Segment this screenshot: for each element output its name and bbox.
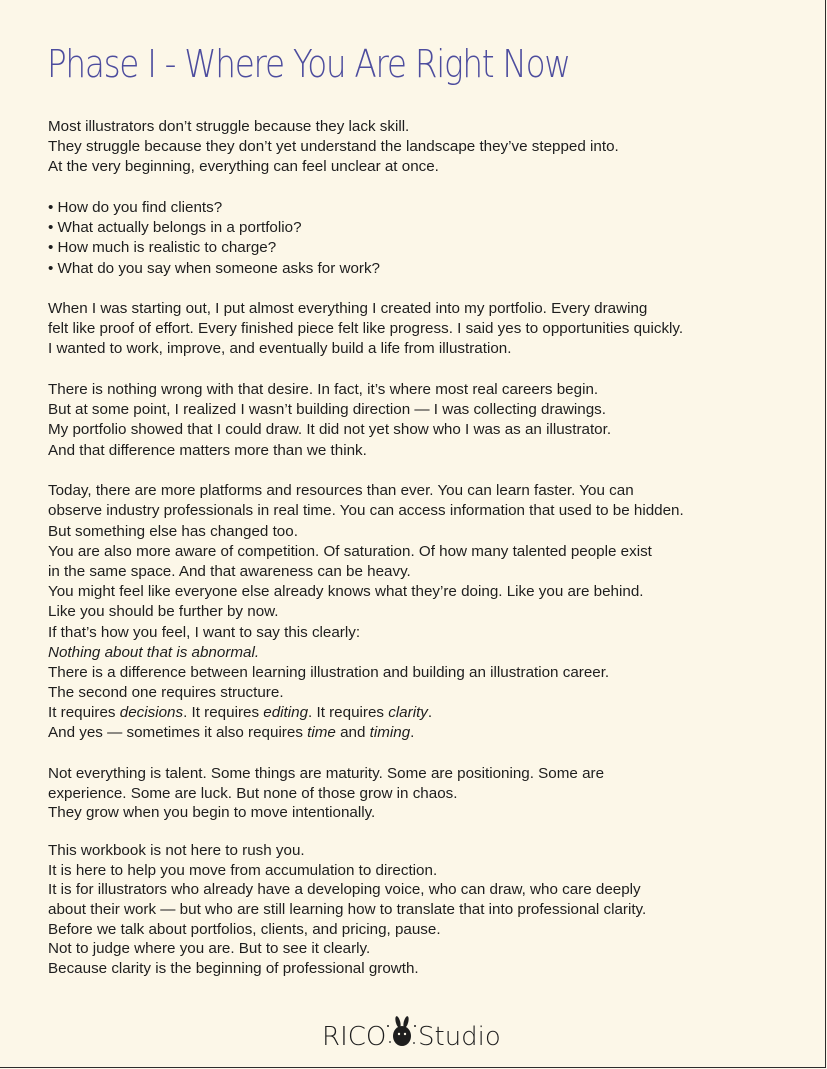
text-line: Like you should be further by now. <box>48 603 279 621</box>
text-line: Before we talk about portfolios, clients, and pricing, pause. <box>48 920 441 938</box>
text-line: Not everything is talent. Some things are maturity. Some are positioning. Some are <box>48 765 605 783</box>
text-line: about their work — but who are still learning how to translate that into professional clarity. <box>48 901 647 919</box>
italic-text: editing <box>263 704 309 722</box>
text-line: You are also more aware of competition. Of saturation. Of how many talented people exist <box>48 542 652 560</box>
text-segment: . <box>410 724 415 742</box>
text-line: in the same space. And that awareness can be heavy. <box>48 562 411 580</box>
bullet-item: • How much is realistic to charge? <box>48 239 277 257</box>
text-line: There is nothing wrong with that desire. In fact, it’s where most real careers begin. <box>48 381 599 399</box>
italic-text: clarity <box>388 704 428 722</box>
logo-text-left: RICO <box>322 1022 387 1052</box>
requires-line <box>48 703 788 723</box>
text-segment: It requires <box>48 704 120 722</box>
text-line: It is for illustrators who already have a developing voice, who can draw, who care deeply <box>48 881 641 899</box>
text-line: But at some point, I realized I wasn’t building direction — I was collecting drawings. <box>48 401 606 419</box>
text-line: Because clarity is the beginning of professional growth. <box>48 959 419 977</box>
text-segment: . It requires <box>308 704 389 722</box>
text-line: You might feel like everyone else already knows what they’re doing. Like you are behind. <box>48 583 644 601</box>
text-line: But something else has changed too. <box>48 522 298 540</box>
text-line: Not to judge where you are. But to see it clearly. <box>48 940 371 958</box>
text-line: Most illustrators don’t struggle because they lack skill. <box>48 118 410 135</box>
italic-text: decisions <box>119 704 184 722</box>
text-line: It is here to help you move from accumulation to direction. <box>48 861 438 879</box>
text-line: There is a difference between learning illustration and building an illustration career. <box>48 663 610 681</box>
text-line: This workbook is not here to rush you. <box>48 842 305 860</box>
bunny-icon <box>387 1016 416 1046</box>
text-line: felt like proof of effort. Every finished piece felt like progress. I said yes to opportunities quickly. <box>48 320 684 338</box>
text-line: They struggle because they don’t yet understand the landscape they’ve stepped into. <box>48 138 619 156</box>
text-line: The second one requires structure. <box>48 684 284 702</box>
text-line: Today, there are more platforms and resources than ever. You can learn faster. You can <box>48 482 634 500</box>
text-line: If that’s how you feel, I want to say this clearly: <box>48 623 361 641</box>
bullet-item: • What actually belongs in a portfolio? <box>48 219 302 237</box>
yes-line <box>48 723 788 743</box>
italic-text: time <box>307 724 336 742</box>
text-line: I wanted to work, improve, and eventually build a life from illustration. <box>48 340 512 358</box>
text-segment: and <box>335 724 370 742</box>
logo-text-right: Studio <box>418 1022 501 1052</box>
italic-text: Nothing about that is abnormal. <box>48 643 260 661</box>
bullet-item: • What do you say when someone asks for work? <box>48 259 381 277</box>
text-line: When I was starting out, I put almost everything I created into my portfolio. Every drawing <box>48 300 648 318</box>
text-segment: . <box>427 704 433 722</box>
italic-text: timing <box>369 724 411 742</box>
text-segment: . It requires <box>183 704 264 722</box>
text-line: experience. Some are luck. But none of those grow in chaos. <box>48 784 458 802</box>
page-title: Phase I - Where You Are Right Now <box>47 42 570 86</box>
text-line: At the very beginning, everything can feel unclear at once. <box>48 158 439 176</box>
text-segment: And yes — sometimes it also requires <box>48 724 308 742</box>
text-line: They grow when you begin to move intentionally. <box>48 804 376 822</box>
text-line: My portfolio showed that I could draw. It did not yet show who I was as an illustrator. <box>48 421 612 439</box>
emphasis-line <box>48 643 788 663</box>
rico-studio-logo <box>322 1014 502 1054</box>
text-line: And that difference matters more than we think. <box>48 441 367 459</box>
body-text <box>48 117 788 978</box>
bullet-item: • How do you find clients? <box>48 198 223 216</box>
text-line: observe industry professionals in real time. You can access information that used to be hidden. <box>48 502 684 520</box>
